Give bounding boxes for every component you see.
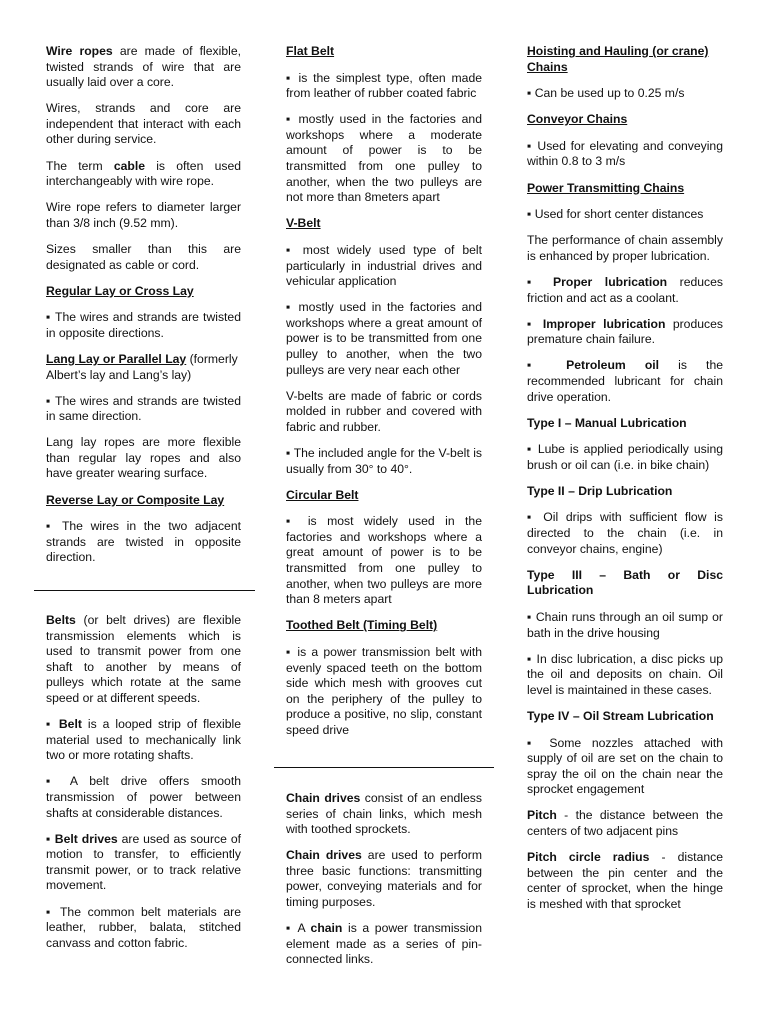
- type-3-paragraph-2: ▪ In disc lubrication, a disc picks up the oil and deposits on chain. Oil level is maintained in these cases.: [527, 651, 723, 697]
- v-belt-paragraph-4: ▪ The included angle for the V-belt is usually from 30° to 40°.: [286, 445, 482, 476]
- flat-belt-paragraph-1: ▪ is the simplest type, often made from leather of rubber coated fabric: [286, 70, 482, 101]
- term-chain: chain: [310, 921, 343, 936]
- chain-drives-text-2: are used to perform three basic functions: transmitting power, conveying materials and for timing purposes.: [286, 848, 482, 910]
- cable-paragraph: [46, 159, 241, 190]
- lang-lay-paragraph: ▪ The wires and strands are twisted in same direction.: [46, 393, 241, 424]
- term-belt-drives: Belt drives: [54, 831, 118, 846]
- belt-drives-paragraph: [46, 832, 241, 894]
- pitch-text: - the distance between the centers of two adjacent pins: [527, 808, 723, 838]
- chain-definition-text: is a power transmission element made as a series of pin-connected links.: [286, 921, 482, 967]
- belt-smooth-paragraph: ▪ A belt drive offers smooth transmission of power between shafts at considerable distances.: [46, 774, 241, 820]
- term-wire-ropes: Wire ropes: [46, 44, 113, 58]
- proper-lubrication-text: reduces friction and act as a coolant.: [527, 274, 723, 305]
- v-belt-paragraph-2: ▪ mostly used in the factories and workshops where a great amount of power is to be transmitted from one pulley to another, when the two pulleys are very near each other: [286, 300, 482, 377]
- column-middle: [286, 44, 482, 749]
- heading-circular-belt: Circular Belt: [286, 487, 359, 502]
- heading-type-1: Type I – Manual Lubrication: [527, 415, 687, 430]
- heading-lang-lay: Lang Lay or Parallel Lay: [46, 351, 187, 366]
- heading-reverse-lay: Reverse Lay or Composite Lay: [46, 492, 225, 507]
- belt-definition-paragraph: [46, 717, 241, 764]
- sizes-paragraph: Sizes smaller than this are designated as cable or cord.: [46, 241, 241, 272]
- pitch-radius-paragraph: [527, 850, 723, 912]
- heading-type-2: Type II – Drip Lubrication: [527, 483, 673, 498]
- heading-conveyor-chains: Conveyor Chains: [527, 112, 628, 127]
- wire-ropes-paragraph: [46, 44, 241, 91]
- heading-flat-belt: Flat Belt: [286, 44, 335, 58]
- petroleum-oil-paragraph: [527, 358, 723, 405]
- belts-text: (or belt drives) are flexible transmission elements which is used to transmit power from one shaft to another by means of pulleys which rotate at the same speed or at different speeds.: [46, 613, 241, 705]
- diameter-paragraph: Wire rope refers to diameter larger than 3/8 inch (9.52 mm).: [46, 200, 241, 230]
- chain-drives-text-1: consist of an endless series of chain links, which mesh with toothed sprockets.: [286, 791, 482, 837]
- power-paragraph: ▪ Used for short center distances: [527, 207, 704, 222]
- bullet: ▪: [46, 831, 55, 846]
- regular-lay-paragraph: ▪ The wires and strands are twisted in opposite directions.: [46, 310, 241, 340]
- flat-belt-paragraph-2: ▪ mostly used in the factories and workshops where a moderate amount of power is to be transmitted from one pulley to another, when the two pulleys are not more than 8meters apart: [286, 112, 482, 205]
- chain-drives-paragraph-2: [286, 848, 482, 910]
- belt-definition-text: is a looped strip of flexible material used to mechanically link two or more rotating shafts.: [46, 717, 241, 763]
- hoisting-paragraph: ▪ Can be used up to 0.25 m/s: [527, 86, 685, 101]
- bullet: ▪: [527, 274, 553, 289]
- term-belt: Belt: [58, 717, 82, 732]
- proper-lubrication-paragraph: [527, 275, 723, 306]
- type-4-paragraph: ▪ Some nozzles attached with supply of oil are set on the chain to spray the oil on the chain near the sprocket engagement: [527, 735, 723, 797]
- chain-drives-paragraph-1: [286, 791, 482, 838]
- belt-drives-text: are used as source of motion to transfer, to efficiently transmit power, or to track relative movement.: [46, 831, 241, 893]
- lang-lay-heading: [46, 352, 241, 383]
- column-right: [527, 44, 723, 923]
- term-improper-lubrication: Improper lubrication: [542, 316, 666, 331]
- term-pitch-circle-radius: Pitch circle radius: [527, 850, 650, 865]
- belt-materials-paragraph: ▪ The common belt materials are leather, rubber, balata, stitched canvass and cotton fabric.: [46, 904, 241, 950]
- cable-text: is often used interchangeably with wire rope.: [46, 158, 241, 189]
- column-middle-chains: [286, 791, 482, 978]
- v-belt-paragraph-1: ▪ most widely used type of belt particularly in industrial drives and vehicular application: [286, 242, 482, 289]
- circular-belt-paragraph: ▪ is most widely used in the factories and workshops where a great amount of power is to be transmitted from one pulley to another, when two pulleys are more than 8 meters apart: [286, 514, 482, 607]
- term-chain-drives: Chain drives: [286, 848, 362, 863]
- term-belts: Belts: [46, 613, 76, 627]
- lang-lay-note: (formerly Albert’s lay and Lang’s lay): [46, 351, 238, 382]
- strands-paragraph: Wires, strands and core are independent that interact with each other during service.: [46, 101, 241, 147]
- heading-power-chains: Power Transmitting Chains: [527, 180, 685, 195]
- column-left-belts: [46, 613, 241, 962]
- type-3-paragraph-1: ▪ Chain runs through an oil sump or bath in the drive housing: [527, 609, 723, 640]
- wire-ropes-text: are made of flexible, twisted strands of wire that are usually laid over a core.: [46, 44, 241, 90]
- heading-regular-lay: Regular Lay or Cross Lay: [46, 283, 194, 298]
- improper-lubrication-paragraph: [527, 317, 723, 348]
- heading-type-3: Type III – Bath or Disc Lubrication: [527, 567, 723, 598]
- pitch-paragraph: [527, 808, 723, 839]
- belts-paragraph: [46, 613, 241, 707]
- term-cable: cable: [113, 158, 145, 173]
- heading-hoisting-chains: Hoisting and Hauling (or crane) Chains: [527, 44, 709, 74]
- conveyor-paragraph: ▪ Used for elevating and conveying within 0.8 to 3 m/s: [527, 138, 723, 169]
- petroleum-oil-text: is the recommended lubricant for chain drive operation.: [527, 358, 723, 404]
- type-1-paragraph: ▪ Lube is applied periodically using brush or oil can (i.e. in bike chain): [527, 442, 723, 472]
- bullet: ▪: [46, 717, 59, 732]
- term-petroleum-oil: Petroleum oil: [566, 358, 660, 373]
- section-divider-left: [34, 590, 255, 591]
- lang-flex-paragraph: Lang lay ropes are more flexible than regular lay ropes and also have greater wearing surface.: [46, 435, 241, 481]
- toothed-belt-paragraph: ▪ is a power transmission belt with evenly spaced teeth on the bottom side which mesh with grooves cut on the periphery of the pulley to produce a positive, no slip, constant speed drive: [286, 644, 482, 737]
- term-chain-drives: Chain drives: [286, 791, 361, 805]
- v-belt-paragraph-3: V-belts are made of fabric or cords molded in rubber and covered with fabric and rubber.: [286, 388, 482, 434]
- performance-paragraph: The performance of chain assembly is enhanced by proper lubrication.: [527, 233, 723, 263]
- section-divider-middle: [274, 767, 494, 768]
- chain-definition-paragraph: [286, 921, 482, 968]
- pitch-radius-text: - distance between the pin center and the center of sprocket, when the hinge is meshed with that sprocket: [527, 850, 723, 911]
- column-left: [46, 44, 241, 576]
- term-pitch: Pitch: [527, 808, 557, 823]
- bullet: ▪: [527, 316, 543, 331]
- bullet: ▪: [527, 358, 567, 373]
- heading-toothed-belt: Toothed Belt (Timing Belt): [286, 618, 438, 633]
- reverse-lay-paragraph: ▪ The wires in the two adjacent strands are twisted in opposite direction.: [46, 519, 241, 565]
- type-2-paragraph: ▪ Oil drips with sufficient flow is directed to the chain (i.e. in conveyor chains, engine): [527, 510, 723, 556]
- heading-type-4: Type IV – Oil Stream Lubrication: [527, 708, 714, 723]
- improper-lubrication-text: produces premature chain failure.: [527, 316, 723, 347]
- term-proper-lubrication: Proper lubrication: [553, 274, 668, 289]
- cable-pre-text: The term: [46, 158, 114, 173]
- bullet: ▪ A: [286, 921, 311, 936]
- heading-v-belt: V-Belt: [286, 216, 321, 231]
